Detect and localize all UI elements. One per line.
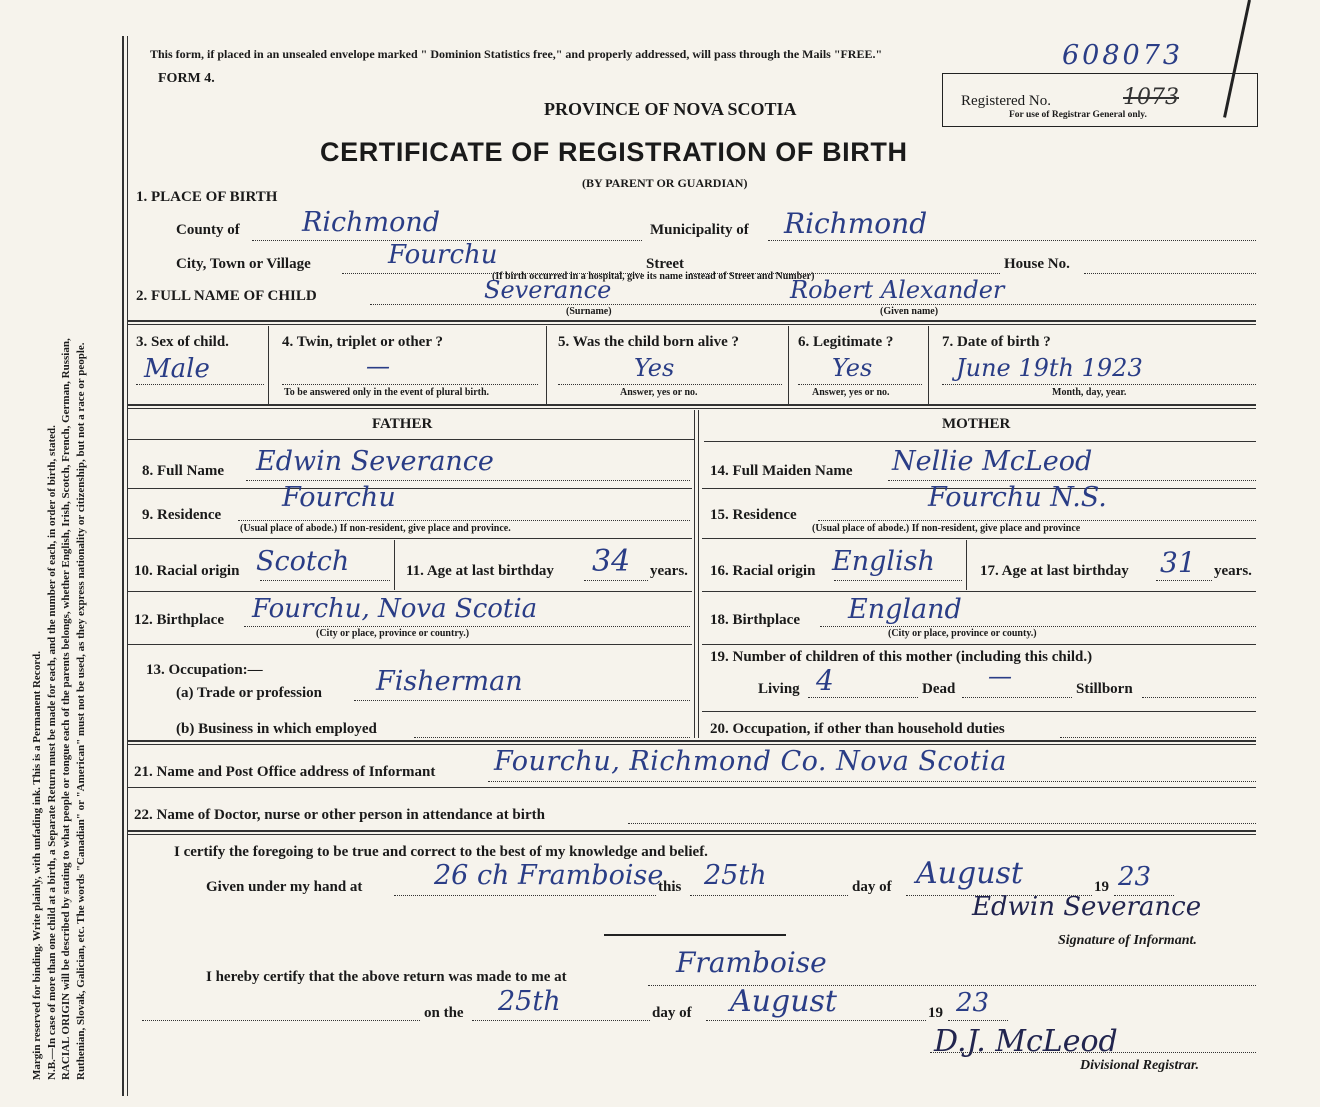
sex-value: Male [144, 354, 210, 384]
registrar-statement: I hereby certify that the above return was made to me at [206, 969, 567, 985]
registrar-place: Framboise [676, 946, 827, 979]
margin-line-3: RACIAL ORIGIN will be described by stating to what people or tongue each of the parents belongs, whether English, Irish, Scotch, French, German, Russian, [60, 338, 72, 1080]
county-label: County of [176, 222, 240, 238]
mother-name-label: 14. Full Maiden Name [710, 463, 853, 479]
father-racial: Scotch [256, 546, 350, 577]
legitimate-label: 6. Legitimate ? [798, 334, 894, 350]
registrar-caption: Divisional Registrar. [1080, 1058, 1200, 1073]
municipality-value: Richmond [784, 207, 928, 240]
living-label: Living [758, 681, 800, 697]
binding-rule [122, 36, 124, 1096]
margin-line-4: Ruthenian, Slovak, Galician, etc. The words "Canadian" or "American" must not be used, as they express nationality or citizenship, but not a race or people. [74, 342, 87, 1080]
mother-residence-note: (Usual place of abode.) If non-resident, give place and province [812, 523, 1081, 534]
father-age-label: 11. Age at last birthday [406, 563, 554, 579]
twin-value: — [366, 352, 390, 380]
registration-box [942, 73, 1258, 127]
mother-years: years. [1214, 563, 1252, 579]
margin-line-1: Margin reserved for binding. Write plainly, with unfading ink. This is a Permanent Record. [31, 651, 43, 1080]
given-year-prefix: 19 [1094, 879, 1109, 895]
father-name: Edwin Severance [256, 446, 494, 477]
dob-label: 7. Date of birth ? [942, 334, 1051, 350]
dead-label: Dead [922, 681, 956, 697]
child-name-label: 2. FULL NAME OF CHILD [136, 288, 317, 304]
registered-number: 1073 [1123, 85, 1179, 110]
mother-birthplace: England [848, 594, 962, 625]
given-place: 26 ch Framboise [434, 860, 664, 891]
mother-racial-label: 16. Racial origin [710, 563, 816, 579]
city-label: City, Town or Village [176, 256, 311, 272]
alive-note: Answer, yes or no. [620, 387, 698, 398]
mother-residence: Fourchu N.S. [928, 482, 1107, 513]
alive-value: Yes [634, 354, 675, 382]
father-occupation-label: 13. Occupation:— [146, 662, 263, 678]
mail-notice: This form, if placed in an unsealed envelope marked " Dominion Statistics free," and properly addressed, will pass through the Mails "FREE." [150, 47, 883, 61]
informant-signature: Edwin Severance [972, 892, 1202, 922]
mother-age-label: 17. Age at last birthday [980, 563, 1129, 579]
given-label: Given under my hand at [206, 879, 363, 895]
father-birthplace-label: 12. Birthplace [134, 612, 224, 628]
business-label: (b) Business in which employed [176, 721, 377, 737]
certify-statement: I certify the foregoing to be true and correct to the best of my knowledge and belief. [174, 844, 708, 860]
living-value: 4 [816, 664, 834, 697]
father-residence: Fourchu [282, 482, 396, 513]
mother-birthplace-label: 18. Birthplace [710, 612, 800, 628]
father-birthplace: Fourchu, Nova Scotia [252, 594, 538, 624]
twin-note: To be answered only in the event of plural birth. [284, 387, 490, 398]
given-day-of-label: day of [852, 879, 892, 895]
legitimate-value: Yes [832, 354, 873, 382]
informant-value: Fourchu, Richmond Co. Nova Scotia [494, 746, 1007, 777]
province-heading: PROVINCE OF NOVA SCOTIA [544, 99, 797, 119]
given-year: 23 [1118, 862, 1152, 892]
place-of-birth-label: 1. PLACE OF BIRTH [136, 189, 278, 205]
margin-line-2: N.B.—In case of more than one child at a birth, a Separate Return must be made for each, and the number of each, in order of birth, stated. [45, 425, 58, 1080]
given-name-caption: (Given name) [880, 306, 939, 317]
mother-occupation-label: 20. Occupation, if other than household duties [710, 721, 1005, 737]
sex-label: 3. Sex of child. [136, 334, 229, 350]
form-number: FORM 4. [158, 71, 215, 86]
alive-label: 5. Was the child born alive ? [558, 334, 739, 350]
trade-value: Fisherman [376, 666, 523, 697]
registrar-year: 23 [956, 988, 990, 1018]
city-value: Fourchu [388, 240, 498, 270]
stillborn-label: Stillborn [1076, 681, 1133, 697]
father-residence-note: (Usual place of abode.) If non-resident, give place and province. [240, 523, 511, 534]
hospital-note: (If birth occurred in a hospital, give its name instead of Street and Number) [492, 271, 815, 282]
father-years: years. [650, 563, 688, 579]
registrar-month: August [730, 984, 837, 1019]
dead-value: — [988, 662, 1012, 690]
municipality-label: Municipality of [650, 222, 749, 238]
father-name-label: 8. Full Name [142, 463, 225, 479]
doctor-label: 22. Name of Doctor, nurse or other person in attendance at birth [134, 807, 545, 823]
dob-note: Month, day, year. [1052, 387, 1127, 398]
county-value: Richmond [302, 207, 441, 238]
mother-residence-label: 15. Residence [710, 507, 797, 523]
this-label: this [658, 879, 682, 895]
trade-label: (a) Trade or profession [176, 685, 322, 701]
registrar-day-of-label: day of [652, 1005, 692, 1021]
document-subtitle: (BY PARENT OR GUARDIAN) [582, 176, 748, 190]
children-label: 19. Number of children of this mother (including this child.) [710, 649, 1093, 665]
registrar-note: For use of Registrar General only. [1009, 110, 1147, 120]
mother-heading: MOTHER [942, 416, 1011, 432]
father-age: 34 [592, 544, 631, 579]
street-label: Street [646, 256, 685, 272]
registrar-day: 25th [498, 986, 561, 1017]
twin-label: 4. Twin, triplet or other ? [282, 334, 443, 350]
dob-value: June 19th 1923 [956, 354, 1143, 382]
registered-label: Registered No. [961, 93, 1051, 109]
father-heading: FATHER [372, 416, 433, 432]
given-month: August [916, 856, 1023, 891]
registrar-year-prefix: 19 [928, 1005, 943, 1021]
child-given-name: Robert Alexander [790, 276, 1005, 304]
surname-caption: (Surname) [566, 306, 612, 317]
mother-age: 31 [1160, 546, 1196, 579]
given-day: 25th [704, 860, 767, 891]
informant-label: 21. Name and Post Office address of Informant [134, 764, 436, 780]
on-the-label: on the [424, 1005, 464, 1021]
binding-rule-inner [127, 36, 128, 1096]
file-number: 608073 [1062, 40, 1184, 71]
child-surname: Severance [484, 276, 612, 304]
document-title: CERTIFICATE OF REGISTRATION OF BIRTH [320, 137, 908, 167]
father-birthplace-note: (City or place, province or country.) [316, 628, 470, 639]
father-racial-label: 10. Racial origin [134, 563, 240, 579]
registrar-signature: D.J. McLeod [934, 1024, 1118, 1059]
informant-signature-caption: Signature of Informant. [1058, 933, 1197, 948]
house-label: House No. [1004, 256, 1070, 272]
legitimate-note: Answer, yes or no. [812, 387, 890, 398]
mother-name: Nellie McLeod [892, 446, 1093, 477]
father-residence-label: 9. Residence [142, 507, 222, 523]
mother-racial: English [832, 546, 935, 577]
mother-birthplace-note: (City or place, province or county.) [888, 628, 1037, 639]
